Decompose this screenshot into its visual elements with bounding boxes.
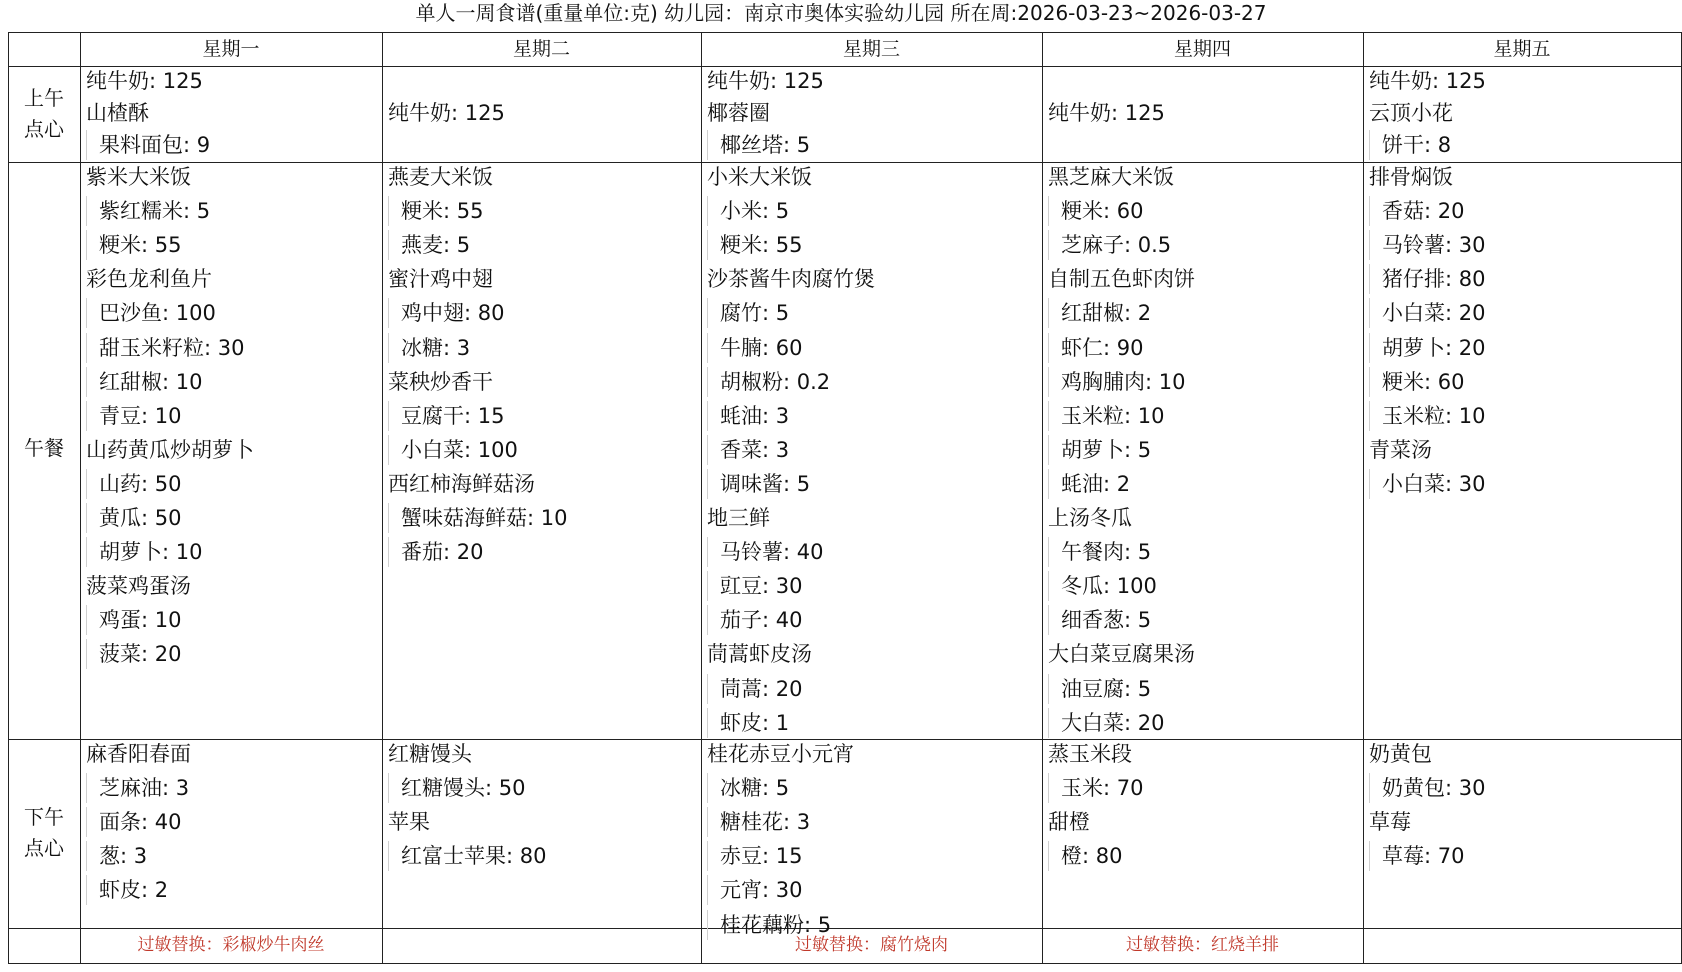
ingredient-line: 豇豆: 30 [707,571,802,601]
ingredient-line: 奶黄包: 30 [1369,773,1485,803]
ingredient-line: 粳米: 55 [388,196,483,226]
dish-name: 茼蒿虾皮汤 [707,642,812,667]
column-divider [1042,32,1043,963]
ingredient-line: 大白菜: 20 [1048,708,1164,738]
dish-name: 云顶小花 [1369,101,1453,125]
ingredient-line: 菠菜: 20 [86,639,181,669]
dish-name: 奶黄包 [1369,742,1432,766]
ingredient-line: 鸡蛋: 10 [86,605,181,635]
dish-name: 沙茶酱牛肉腐竹煲 [707,267,875,292]
ingredient-line: 红富士苹果: 80 [388,841,546,871]
dish-name: 纯牛奶: 125 [86,69,203,93]
ingredient-line: 粳米: 55 [86,230,181,260]
allergy-note-tuesday [382,928,701,962]
ingredient-line: 午餐肉: 5 [1048,537,1151,567]
ingredient-line: 紫红糯米: 5 [86,196,210,226]
day-header-friday: 星期五 [1493,38,1551,60]
dish-name: 纯牛奶: 125 [1369,69,1486,93]
dish-name: 紫米大米饭 [86,165,191,189]
ingredient-line: 油豆腐: 5 [1048,674,1151,704]
ingredient-line: 玉米粒: 10 [1048,401,1164,431]
ingredient-line: 虾仁: 90 [1048,333,1143,363]
ingredient-line: 调味酱: 5 [707,469,810,499]
ingredient-line: 马铃薯: 30 [1369,230,1485,260]
ingredient-line: 豆腐干: 15 [388,401,504,431]
ingredient-line: 粳米: 55 [707,230,802,260]
dish-name: 黑芝麻大米饭 [1048,165,1174,189]
dish-name: 青菜汤 [1369,437,1432,462]
ingredient-line: 芝麻子: 0.5 [1048,230,1171,260]
ingredient-line: 葱: 3 [86,841,147,871]
dish-name: 桂花赤豆小元宵 [707,742,854,766]
ingredient-line: 果料面包: 9 [86,130,210,160]
ingredient-line: 青豆: 10 [86,401,181,431]
dish-name: 地三鲜 [707,506,770,530]
dish-name: 椰蓉圈 [707,101,770,125]
ingredient-line: 细香葱: 5 [1048,605,1151,635]
ingredient-line: 胡萝卜: 10 [86,537,202,567]
row-label-lunch [8,433,80,464]
ingredient-line: 小白菜: 30 [1369,469,1485,499]
ingredient-line: 鸡胸脯肉: 10 [1048,367,1185,397]
ingredient-line: 赤豆: 15 [707,841,802,871]
ingredient-line: 马铃薯: 40 [707,537,823,567]
ingredient-line: 胡椒粉: 0.2 [707,367,830,397]
dish-name: 山楂酥 [86,101,149,125]
row-label-morning [8,83,80,145]
ingredient-line: 虾皮: 1 [707,708,789,738]
day-header-thursday: 星期四 [1173,38,1231,60]
page-title: 单人一周食谱(重量单位:克) 幼儿园：南京市奥体实验幼儿园 所在周:2026-03-23~2026-03-27 [415,1,1267,25]
ingredient-line: 蟹味菇海鲜菇: 10 [388,503,567,533]
dish-name: 麻香阳春面 [86,742,191,766]
dish-name: 菠菜鸡蛋汤 [86,574,191,599]
dish-name: 纯牛奶: 125 [707,69,824,93]
dish-name: 纯牛奶: 125 [388,101,505,125]
ingredient-line: 小米: 5 [707,196,789,226]
ingredient-line: 饼干: 8 [1369,130,1451,160]
ingredient-line: 茄子: 40 [707,605,802,635]
table-border-bottom [8,963,1682,964]
day-header-tuesday: 星期二 [512,38,570,60]
day-header-monday: 星期一 [202,38,260,60]
column-divider [1363,32,1364,963]
row-label-line: 上午 [24,86,64,110]
ingredient-line: 面条: 40 [86,807,181,837]
ingredient-line: 芝麻油: 3 [86,773,189,803]
ingredient-line: 虾皮: 2 [86,875,168,905]
ingredient-line: 巴沙鱼: 100 [86,298,216,328]
allergy-note-wednesday: 过敏替换：腐竹烧肉 [795,935,948,955]
ingredient-line: 橙: 80 [1048,841,1122,871]
ingredient-line: 玉米: 70 [1048,773,1143,803]
day-header-wednesday: 星期三 [842,38,900,60]
dish-name: 草莓 [1369,810,1411,835]
ingredient-line: 糖桂花: 3 [707,807,810,837]
allergy-note-monday: 过敏替换：彩椒炒牛肉丝 [137,935,325,955]
dish-name: 苹果 [388,810,430,835]
ingredient-line: 山药: 50 [86,469,181,499]
column-divider [382,32,383,963]
dish-name: 西红柿海鲜菇汤 [388,471,535,496]
ingredient-line: 蚝油: 3 [707,401,789,431]
column-divider [701,32,702,963]
dish-name: 红糖馒头 [388,742,472,766]
ingredient-line: 桂花藕粉: 5 [707,910,831,940]
dish-name: 山药黄瓜炒胡萝卜 [86,437,254,462]
dish-name: 排骨焖饭 [1369,165,1453,189]
column-divider [80,32,81,963]
ingredient-line: 蚝油: 2 [1048,469,1130,499]
ingredient-line: 冬瓜: 100 [1048,571,1157,601]
row-label-afternoon [8,802,80,864]
ingredient-line: 粳米: 60 [1369,367,1464,397]
dish-name: 自制五色虾肉饼 [1048,267,1195,292]
dish-name: 蜜汁鸡中翅 [388,267,493,292]
allergy-note-thursday: 过敏替换：红烧羊排 [1126,935,1279,955]
row-label-line: 点心 [24,117,64,141]
dish-name: 大白菜豆腐果汤 [1048,642,1195,667]
ingredient-line: 胡萝卜: 20 [1369,333,1485,363]
dish-name: 燕麦大米饭 [388,165,493,189]
ingredient-line: 香菜: 3 [707,435,789,465]
ingredient-line: 椰丝塔: 5 [707,130,810,160]
ingredient-line: 茼蒿: 20 [707,674,802,704]
ingredient-line: 冰糖: 5 [707,773,789,803]
ingredient-line: 牛腩: 60 [707,333,802,363]
ingredient-line: 腐竹: 5 [707,298,789,328]
ingredient-line: 小白菜: 20 [1369,298,1485,328]
ingredient-line: 粳米: 60 [1048,196,1143,226]
ingredient-line: 猪仔排: 80 [1369,264,1485,294]
ingredient-line: 小白菜: 100 [388,435,518,465]
dish-name: 菜秧炒香干 [388,369,493,394]
ingredient-line: 红甜椒: 10 [86,367,202,397]
ingredient-line: 冰糖: 3 [388,333,470,363]
ingredient-line: 胡萝卜: 5 [1048,435,1151,465]
ingredient-line: 玉米粒: 10 [1369,401,1485,431]
dish-name: 蒸玉米段 [1048,742,1132,766]
row-label-line: 午餐 [24,436,64,460]
ingredient-line: 燕麦: 5 [388,230,470,260]
dish-name: 彩色龙利鱼片 [86,267,212,292]
dish-name: 上汤冬瓜 [1048,506,1132,530]
ingredient-line: 红糖馒头: 50 [388,773,525,803]
ingredient-line: 甜玉米籽粒: 30 [86,333,244,363]
ingredient-line: 黄瓜: 50 [86,503,181,533]
dish-name: 甜橙 [1048,810,1090,835]
dish-name: 纯牛奶: 125 [1048,101,1165,125]
row-label-line: 点心 [24,836,64,860]
allergy-note-friday [1363,928,1681,962]
ingredient-line: 元宵: 30 [707,875,802,905]
ingredient-line: 番茄: 20 [388,537,483,567]
ingredient-line: 香菇: 20 [1369,196,1464,226]
ingredient-line: 草莓: 70 [1369,841,1464,871]
ingredient-line: 红甜椒: 2 [1048,298,1151,328]
ingredient-line: 鸡中翅: 80 [388,298,504,328]
row-label-line: 下午 [24,805,64,829]
dish-name: 小米大米饭 [707,165,812,189]
